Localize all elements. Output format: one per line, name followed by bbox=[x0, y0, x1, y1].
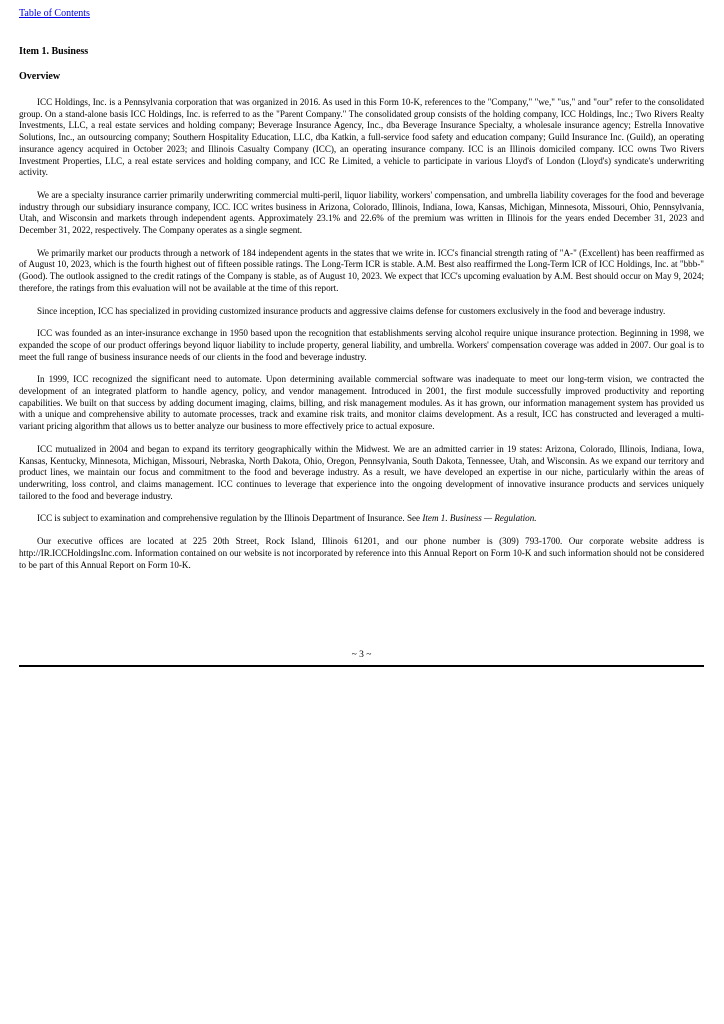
page-divider bbox=[19, 665, 704, 667]
paragraph-company-structure: ICC Holdings, Inc. is a Pennsylvania corporation that was organized in 2016. As used in this Form 10-K, references to the "Company," "we," "us," and "our" refer to the consolidated group. On a stand-alone basis ICC Holdings, Inc. is referred to as the "Parent Company." The consolidated group consists of the holding company, ICC Holdings, Inc.; Two Rivers Realty Investments, LLC, a real estate services and holding company; Beverage Insurance Agency, Inc., dba Beverage Insurance Specialty, a wholesale insurance agency; Estrella Innovative Solutions, Inc., an outsourcing company; Southern Hospitality Education, LLC, dba Katkin, a full-service food safety and education company; Guild Insurance Inc. (Guild), an operating insurance agency acquired in October 2023; and Illinois Casualty Company (ICC), an operating insurance company. ICC is an Illinois domiciled company. ICC owns Two Rivers Investment Properties, LLC, a real estate services and holding company, and ICC Re Limited, a vehicle to participate in various Lloyd's of London (Lloyd's) syndicate's underwriting activity. bbox=[19, 97, 704, 178]
paragraph-specialization: Since inception, ICC has specialized in providing customized insurance products and aggressive claims defense for customers exclusively in the food and beverage industry. bbox=[37, 305, 666, 316]
regulation-reference: Item 1. Business — Regulation. bbox=[422, 513, 537, 524]
body-text bbox=[19, 97, 704, 582]
regulation-text: ICC is subject to examination and comprehensive regulation by the Illinois Department of Insurance. See bbox=[37, 513, 423, 524]
paragraph-automation: In 1999, ICC recognized the significant need to automate. Upon determining available commercial software was inadequate to meet our long-term vision, we contracted the development of an integrated platform to handle agency, policy, and vendor management. Introduced in 2001, the first module successfully improved productivity and reporting capabilities. We built on that success by adding document imaging, claims, billing, and risk management modules. As it has grown, our information management system has provided us with a unique and comprehensive ability to automate processes, track and examine risk traits, and monitor claims development. As a result, ICC has constructed and leveraged a multi-variant pricing algorithm that allows us to better analyze our business to more effectively price to actual exposure. bbox=[19, 374, 704, 432]
paragraph-ratings: We primarily market our products through a network of 184 independent agents in the states that we write in. ICC's financial strength rating of "A-" (Excellent) has been reaffirmed as of August 10, 2023, which is the fourth highest out of fifteen possible ratings. The Long-Term ICR is stable. A.M. Best also reaffirmed the Long-Term ICR of ICC Holdings, Inc. at "bbb-" (Good). The outlook assigned to the credit ratings of the Company is stable, as of August 10, 2023. We expect that ICC's upcoming evaluation by A.M. Best should occur on May 9, 2024; therefore, the ratings from this evaluation will not be available at the time of this report. bbox=[19, 247, 704, 293]
paragraph-expansion: ICC mutualized in 2004 and began to expand its territory geographically within the Midwest. We are an admitted carrier in 19 states: Arizona, Colorado, Illinois, Indiana, Iowa, Kansas, Kentucky, Minnesota, Michigan, Missouri, Nebraska, North Dakota, Ohio, Oregon, Pennsylvania, South Dakota, Tennessee, Utah, and Wisconsin. As we expand our territory and product lines, we maintain our focus and commitment to the food and beverage industry. As a result, we have developed an expertise in our niche, particularly within the areas of underwriting, loss control, and claims management. ICC continues to leverage that experience into the ongoing development of innovative insurance products and services uniquely tailored to the food and beverage industry. bbox=[19, 443, 704, 501]
section-heading-overview: Overview bbox=[19, 71, 61, 82]
page-number: ~ 3 ~ bbox=[351, 650, 372, 660]
paragraph-history: ICC was founded as an inter-insurance exchange in 1950 based upon the recognition that establishments serving alcohol require unique insurance protection. Beginning in 1998, we expanded the scope of our product offerings beyond liquor liability to include property, general liability, and umbrella. Workers' compensation coverage was added in 2007. Our goal is to meet the full range of business insurance needs of our clients in the food and beverage industry. bbox=[19, 328, 704, 362]
table-of-contents-link[interactable]: Table of Contents bbox=[19, 8, 90, 19]
paragraph-regulation bbox=[19, 513, 704, 525]
paragraph-offices: Our executive offices are located at 225 20th Street, Rock Island, Illinois 61201, and our phone number is (309) 793-1700. Our corporate website address is http://IR.ICCHoldingsInc.com. Information contained on our website is not incorporated by reference into this Annual Report on Form 10-K and such information should not be considered to be part of this Annual Report on Form 10-K. bbox=[19, 536, 704, 570]
item-heading: Item 1. Business bbox=[19, 46, 89, 57]
paragraph-specialty-carrier: We are a specialty insurance carrier primarily underwriting commercial multi-peril, liquor liability, workers' compensation, and umbrella liability coverages for the food and beverage industry through our subsidiary insurance company, ICC. ICC writes business in Arizona, Colorado, Illinois, Indiana, Iowa, Kansas, Michigan, Minnesota, Missouri, Ohio, Pennsylvania, Utah, and Wisconsin and markets through independent agents. Approximately 23.1% and 22.6% of the premium was written in Illinois for the years ended December 31, 2023 and December 31, 2022, respectively. The Company operates as a single segment. bbox=[19, 189, 704, 236]
